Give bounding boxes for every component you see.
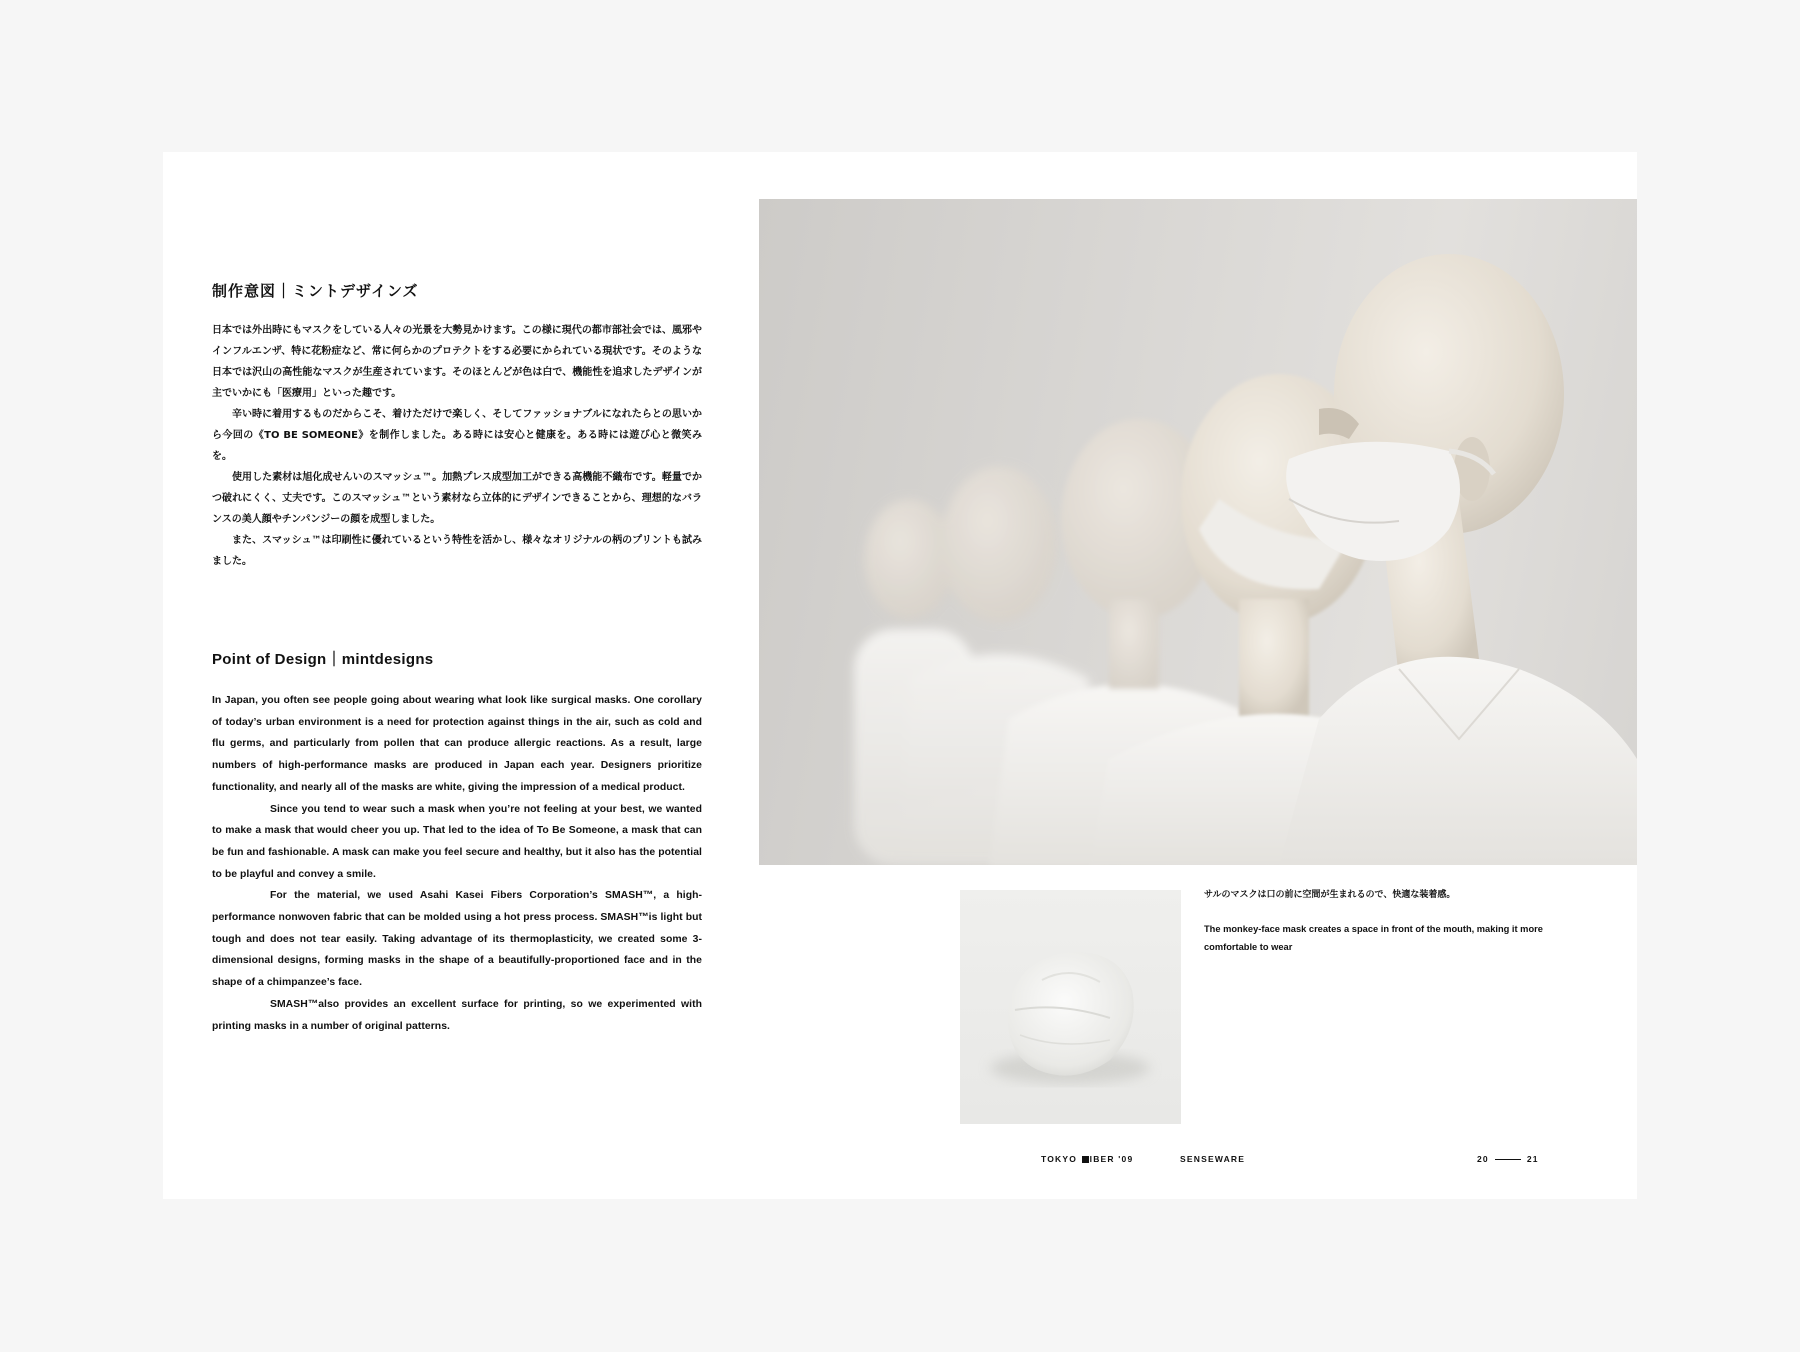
fiber-logo-icon <box>1082 1156 1089 1163</box>
caption-en: The monkey-face mask creates a space in front of the mouth, making it more comfortable to wear <box>1204 924 1543 952</box>
en-paragraph: SMASH™also provides an excellent surface for printing, so we experimented with printing masks in a number of original patterns. <box>212 998 702 1032</box>
monkey-mask-photo <box>960 890 1181 1124</box>
mannequins-illustration <box>759 199 1637 865</box>
jp-section-heading: 制作意図｜ミントデザインズ <box>212 282 419 300</box>
footer-brand <box>1041 1154 1133 1164</box>
magazine-spread <box>163 152 1637 1199</box>
jp-body-text <box>212 320 702 572</box>
page-number-divider <box>1495 1159 1521 1160</box>
page-numbers <box>1477 1154 1539 1164</box>
jp-paragraph: 使用した素材は旭化成せんいのスマッシュ™。加熱プレス成型加工ができる高機能不織布です。軽量でかつ破れにくく、丈夫です。このスマッシュ™という素材なら立体的にデザインできることから、理想的なバランスの美人顔やチンパンジーの顔を成型しました。 <box>212 472 702 525</box>
en-paragraph: In Japan, you often see people going about wearing what look like surgical masks. One corollary of today’s urban environment is a need for protection against things in the air, such as cold and flu germs, and particularly from pollen that can produce allergic reactions. As a result, large numbers of high-performance masks are produced in Japan each year. Designers prioritize functionality, and nearly all of the masks are white, giving the impression of a medical product. <box>212 695 702 793</box>
jp-paragraph: また、スマッシュ™は印刷性に優れているという特性を活かし、様々なオリジナルの柄のプリントも試みました。 <box>212 535 702 567</box>
en-body-text <box>212 690 702 1037</box>
jp-paragraph: 日本では外出時にもマスクをしている人々の光景を大勢見かけます。この様に現代の都市部社会では、風邪やインフルエンザ、特に花粉症など、常に何らかのプロテクトをする必要にかられている現状です。そのような日本では沢山の高性能なマスクが生産されています。そのほとんどが色は白で、機能性を追求したデザインが主でいかにも「医療用」といった趣です。 <box>212 325 702 399</box>
brand-text-right: IBER '09 <box>1089 1154 1134 1164</box>
jp-paragraph: 辛い時に着用するものだからこそ、着けただけで楽しく、そしてファッショナブルになれたらとの思いから今回の《TO BE SOMEONE》を制作しました。ある時には安心と健康を。ある時には遊び心と微笑みを。 <box>212 409 702 462</box>
photo-caption <box>1204 886 1574 956</box>
brand-text-left: TOKYO <box>1041 1154 1078 1164</box>
footer-series: SENSEWARE <box>1180 1154 1246 1164</box>
en-section-heading: Point of Design｜mintdesigns <box>212 651 434 668</box>
monkey-mask-illustration <box>960 890 1181 1124</box>
page-number-right: 21 <box>1526 1154 1539 1164</box>
page-number-left: 20 <box>1477 1154 1489 1164</box>
en-paragraph: For the material, we used Asahi Kasei Fibers Corporation’s SMASH™, a high-performance nonwoven fabric that can be molded using a hot press process. SMASH™is light but tough and does not tear easily. Taking advantage of its thermoplasticity, we created some 3-dimensional designs, forming masks in the shape of a beautifully-proportioned face and in the shape of a chimpanzee’s face. <box>212 890 702 989</box>
mannequins-photo <box>759 199 1637 865</box>
caption-jp: サルのマスクは口の前に空間が生まれるので、快適な装着感。 <box>1204 890 1456 900</box>
en-paragraph: Since you tend to wear such a mask when you’re not feeling at your best, we wanted to make a mask that would cheer you up. That led to the idea of To Be Someone, a mask that can be fun and fashionable. A mask can make you feel secure and healthy, but it also has the potential to be playful and convey a smile. <box>212 803 702 880</box>
